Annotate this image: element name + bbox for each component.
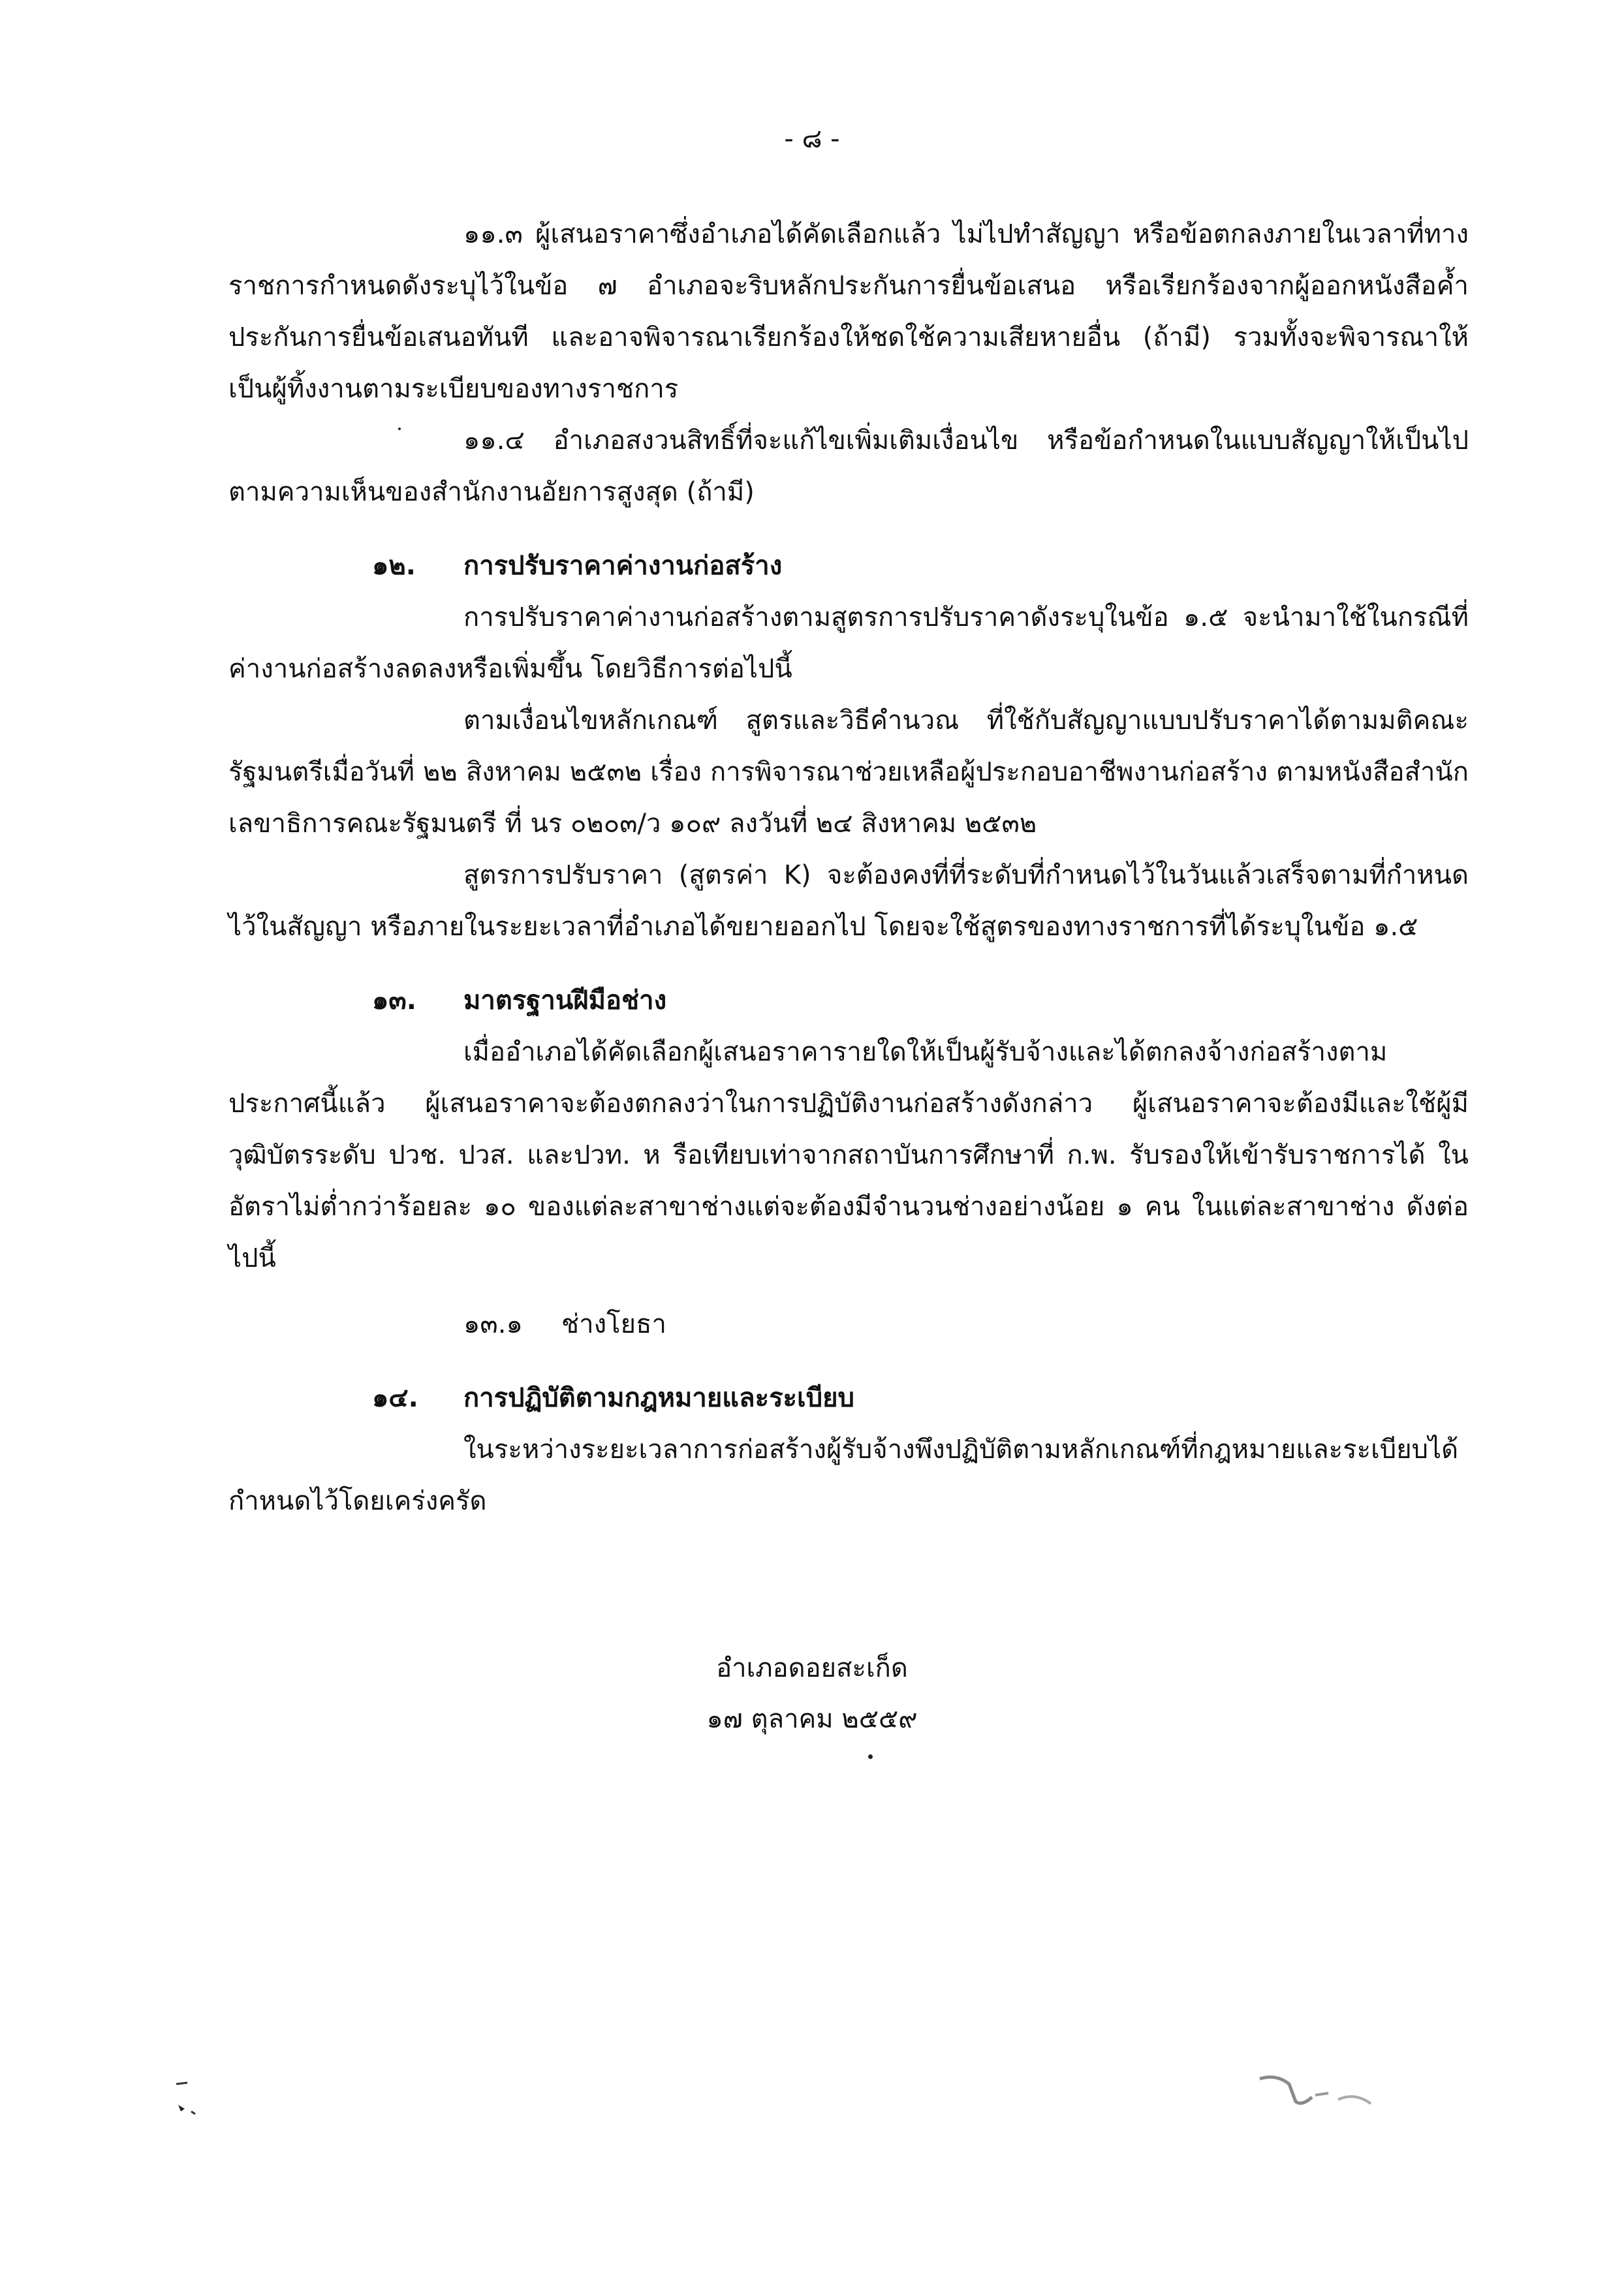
- subitem-text: ช่างโยธา: [561, 1309, 666, 1339]
- paragraph-14-compliance: ในระหว่างระยะเวลาการก่อสร้างผู้รับจ้างพึงปฏิบัติตามหลักเกณฑ์ที่กฎหมายและระเบียบได้กำหนดไว้โดยเคร่งครัด: [228, 1435, 1459, 1516]
- signature-office: อำเภอดอยสะเก็ด: [716, 1653, 908, 1683]
- page-number: - ๘ -: [784, 124, 840, 154]
- section-heading-13: [228, 975, 1469, 1027]
- document-body: [228, 209, 1469, 1527]
- subitem-13-1: [228, 1299, 1469, 1350]
- signature-date: ๑๗ ตุลาคม ๒๕๕๙: [706, 1704, 918, 1734]
- paragraph-12-formula: สูตรการปรับราคา (สูตรค่า K) จะต้องคงที่ที่ระดับที่กำหนดไว้ในวันแล้วเสร็จตามที่กำหนดไว้ในสัญญา หรือภายในระยะเวลาที่อำเภอได้ขยายออกไป โดยจะใช้สูตรของทางราชการที่ได้ระบุในข้อ ๑.๕: [228, 860, 1469, 942]
- section-heading-12: [228, 540, 1469, 592]
- section-number: ๑๒.: [372, 551, 416, 581]
- paragraph-11-3: ๑๑.๓ ผู้เสนอราคาซึ่งอำเภอได้คัดเลือกแล้ว ไม่ไปทำสัญญา หรือข้อตกลงภายในเวลาที่ทางราชการกำหนดดังระบุไว้ในข้อ ๗ อำเภอจะริบหลักประกันการยื่นข้อเสนอ หรือเรียกร้องจากผู้ออกหนังสือค้ำประกันการยื่นข้อเสนอทันที และอาจพิจารณาเรียกร้องให้ชดใช้ความเสียหายอื่น (ถ้ามี) รวมทั้งจะพิจารณาให้เป็นผู้ทิ้งงานตามระเบียบของทางราชการ: [228, 219, 1469, 404]
- section-number: ๑๓.: [372, 986, 416, 1016]
- paragraph-12-conditions: ตามเงื่อนไขหลักเกณฑ์ สูตรและวิธีคำนวณ ที่ใช้กับสัญญาแบบปรับราคาได้ตามมติคณะรัฐมนตรีเมื่อวันที่ ๒๒ สิงหาคม ๒๕๓๒ เรื่อง การพิจารณาช่วยเหลือผู้ประกอบอาชีพงานก่อสร้าง ตามหนังสือสำนักเลขาธิการคณะรัฐมนตรี ที่ นร ๐๒๐๓/ว ๑๐๙ ลงวันที่ ๒๔ สิงหาคม ๒๕๓๒: [228, 706, 1469, 839]
- subitem-number: ๑๓.๑: [463, 1309, 523, 1339]
- section-title: การปฏิบัติตามกฎหมายและระเบียบ: [463, 1383, 854, 1413]
- scan-speck: [868, 1754, 873, 1759]
- scan-mark-right: [1257, 2066, 1387, 2124]
- section-number: ๑๔.: [372, 1383, 418, 1413]
- section-heading-14: [228, 1373, 1469, 1424]
- scan-speck: [398, 428, 401, 430]
- section-title: มาตรฐานฝีมือช่าง: [463, 986, 667, 1016]
- scan-mark-left: [173, 2079, 212, 2118]
- paragraph-11-4: ๑๑.๔ อำเภอสงวนสิทธิ์ที่จะแก้ไขเพิ่มเติมเงื่อนไข หรือข้อกำหนดในแบบสัญญาให้เป็นไปตามความเห็นของสำนักงานอัยการสูงสุด (ถ้ามี): [228, 426, 1469, 507]
- section-title: การปรับราคาค่างานก่อสร้าง: [463, 551, 783, 581]
- paragraph-12-intro: การปรับราคาค่างานก่อสร้างตามสูตรการปรับราคาดังระบุในข้อ ๑.๕ จะนำมาใช้ในกรณีที่ค่างานก่อสร้างลดลงหรือเพิ่มขึ้น โดยวิธีการต่อไปนี้: [228, 602, 1469, 684]
- paragraph-13-standards: เมื่ออำเภอได้คัดเลือกผู้เสนอราคารายใดให้เป็นผู้รับจ้างและได้ตกลงจ้างก่อสร้างตามประกาศนี้แล้ว ผู้เสนอราคาจะต้องตกลงว่าในการปฏิบัติงานก่อสร้างดังกล่าว ผู้เสนอราคาจะต้องมีและใช้ผู้มีวุฒิบัตรระดับ ปวช. ปวส. และปวท. ห รือเทียบเท่าจากสถาบันการศึกษาที่ ก.พ. รับรองให้เข้ารับราชการได้ ในอัตราไม่ต่ำกว่าร้อยละ ๑๐ ของแต่ละสาขาช่างแต่จะต้องมีจำนวนช่างอย่างน้อย ๑ คน ในแต่ละสาขาช่าง ดังต่อไปนี้: [228, 1037, 1469, 1273]
